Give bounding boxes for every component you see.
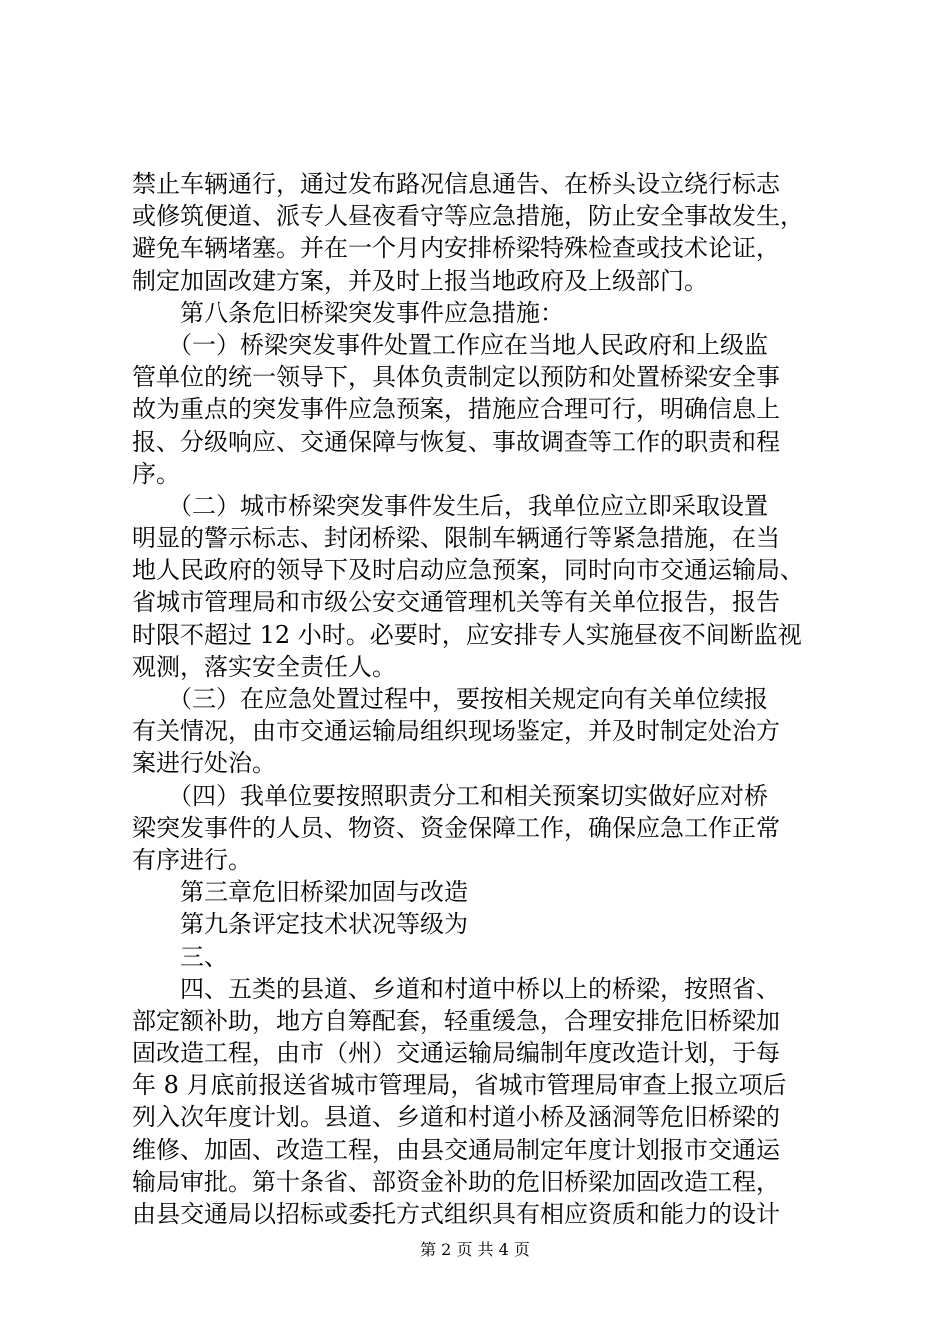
text-line: 列入次年度计划。县道、乡道和村道小桥及涵洞等危旧桥梁的 (132, 1103, 780, 1132)
text-line: 禁止车辆通行，通过发布路况信息通告、在桥头设立绕行标志 (132, 170, 780, 198)
text-line: 制定加固改建方案，并及时上报当地政府及上级部门。 (132, 266, 708, 295)
text-line: 由县交通局以招标或委托方式组织具有相应资质和能力的设计 (132, 1200, 780, 1228)
text-line: 有序进行。 (132, 845, 252, 874)
section-heading: 第八条危旧桥梁突发事件应急措施： (132, 298, 564, 327)
document-body (132, 168, 832, 1230)
text-line: 避免车辆堵塞。并在一个月内安排桥梁特殊检查或技术论证， (132, 234, 780, 263)
text-line: 案进行处治。 (132, 749, 276, 778)
text-line: （四）我单位要按照职责分工和相关预案切实做好应对桥 (132, 781, 768, 810)
chapter-heading: 第三章危旧桥梁加固与改造 (132, 878, 468, 907)
text-line: 省城市管理局和市级公安交通管理机关等有关单位报告，报告 (132, 588, 780, 617)
text-line: （二）城市桥梁突发事件发生后，我单位应立即采取设置 (132, 491, 768, 520)
text-line: 或修筑便道、派专人昼夜看守等应急措施，防止安全事故发生， (132, 202, 804, 231)
text-line: 明显的警示标志、封闭桥梁、限制车辆通行等紧急措施，在当 (132, 524, 780, 553)
text-line: 年 8 月底前报送省城市管理局，省城市管理局审查上报立项后 (132, 1071, 787, 1100)
text-line: 输局审批。第十条省、部资金补助的危旧桥梁加固改造工程， (132, 1167, 780, 1196)
article-heading: 第九条评定技术状况等级为 (132, 910, 468, 939)
text-line: 三、 (132, 942, 228, 971)
text-line: 维修、加固、改造工程，由县交通局制定年度计划报市交通运 (132, 1135, 780, 1164)
text-line: （一）桥梁突发事件处置工作应在当地人民政府和上级监 (132, 330, 768, 359)
text-line: 固改造工程，由市（州）交通运输局编制年度改造计划，于每 (132, 1039, 780, 1068)
text-line: 时限不超过 12 小时。必要时，应安排专人实施昼夜不间断监视 (132, 620, 802, 649)
text-line: 序。 (132, 459, 180, 488)
text-line: 部定额补助，地方自筹配套，轻重缓急，合理安排危旧桥梁加 (132, 1006, 780, 1035)
text-line: 四、五类的县道、乡道和村道中桥以上的桥梁，按照省、 (132, 974, 780, 1003)
text-line: （三）在应急处置过程中，要按相关规定向有关单位续报 (132, 685, 768, 713)
text-line: 梁突发事件的人员、物资、资金保障工作，确保应急工作正常 (132, 813, 780, 842)
text-line: 故为重点的突发事件应急预案，措施应合理可行，明确信息上 (132, 395, 780, 424)
text-line: 管单位的统一领导下，具体负责制定以预防和处置桥梁安全事 (132, 363, 780, 392)
text-line: 观测，落实安全责任人。 (132, 652, 396, 681)
page-number: 第 2 页 共 4 页 (420, 1240, 530, 1259)
text-line: 报、分级响应、交通保障与恢复、事故调查等工作的职责和程 (132, 427, 780, 456)
text-line: 有关情况，由市交通运输局组织现场鉴定，并及时制定处治方 (132, 717, 780, 746)
text-line: 地人民政府的领导下及时启动应急预案，同时向市交通运输局、 (132, 556, 804, 585)
